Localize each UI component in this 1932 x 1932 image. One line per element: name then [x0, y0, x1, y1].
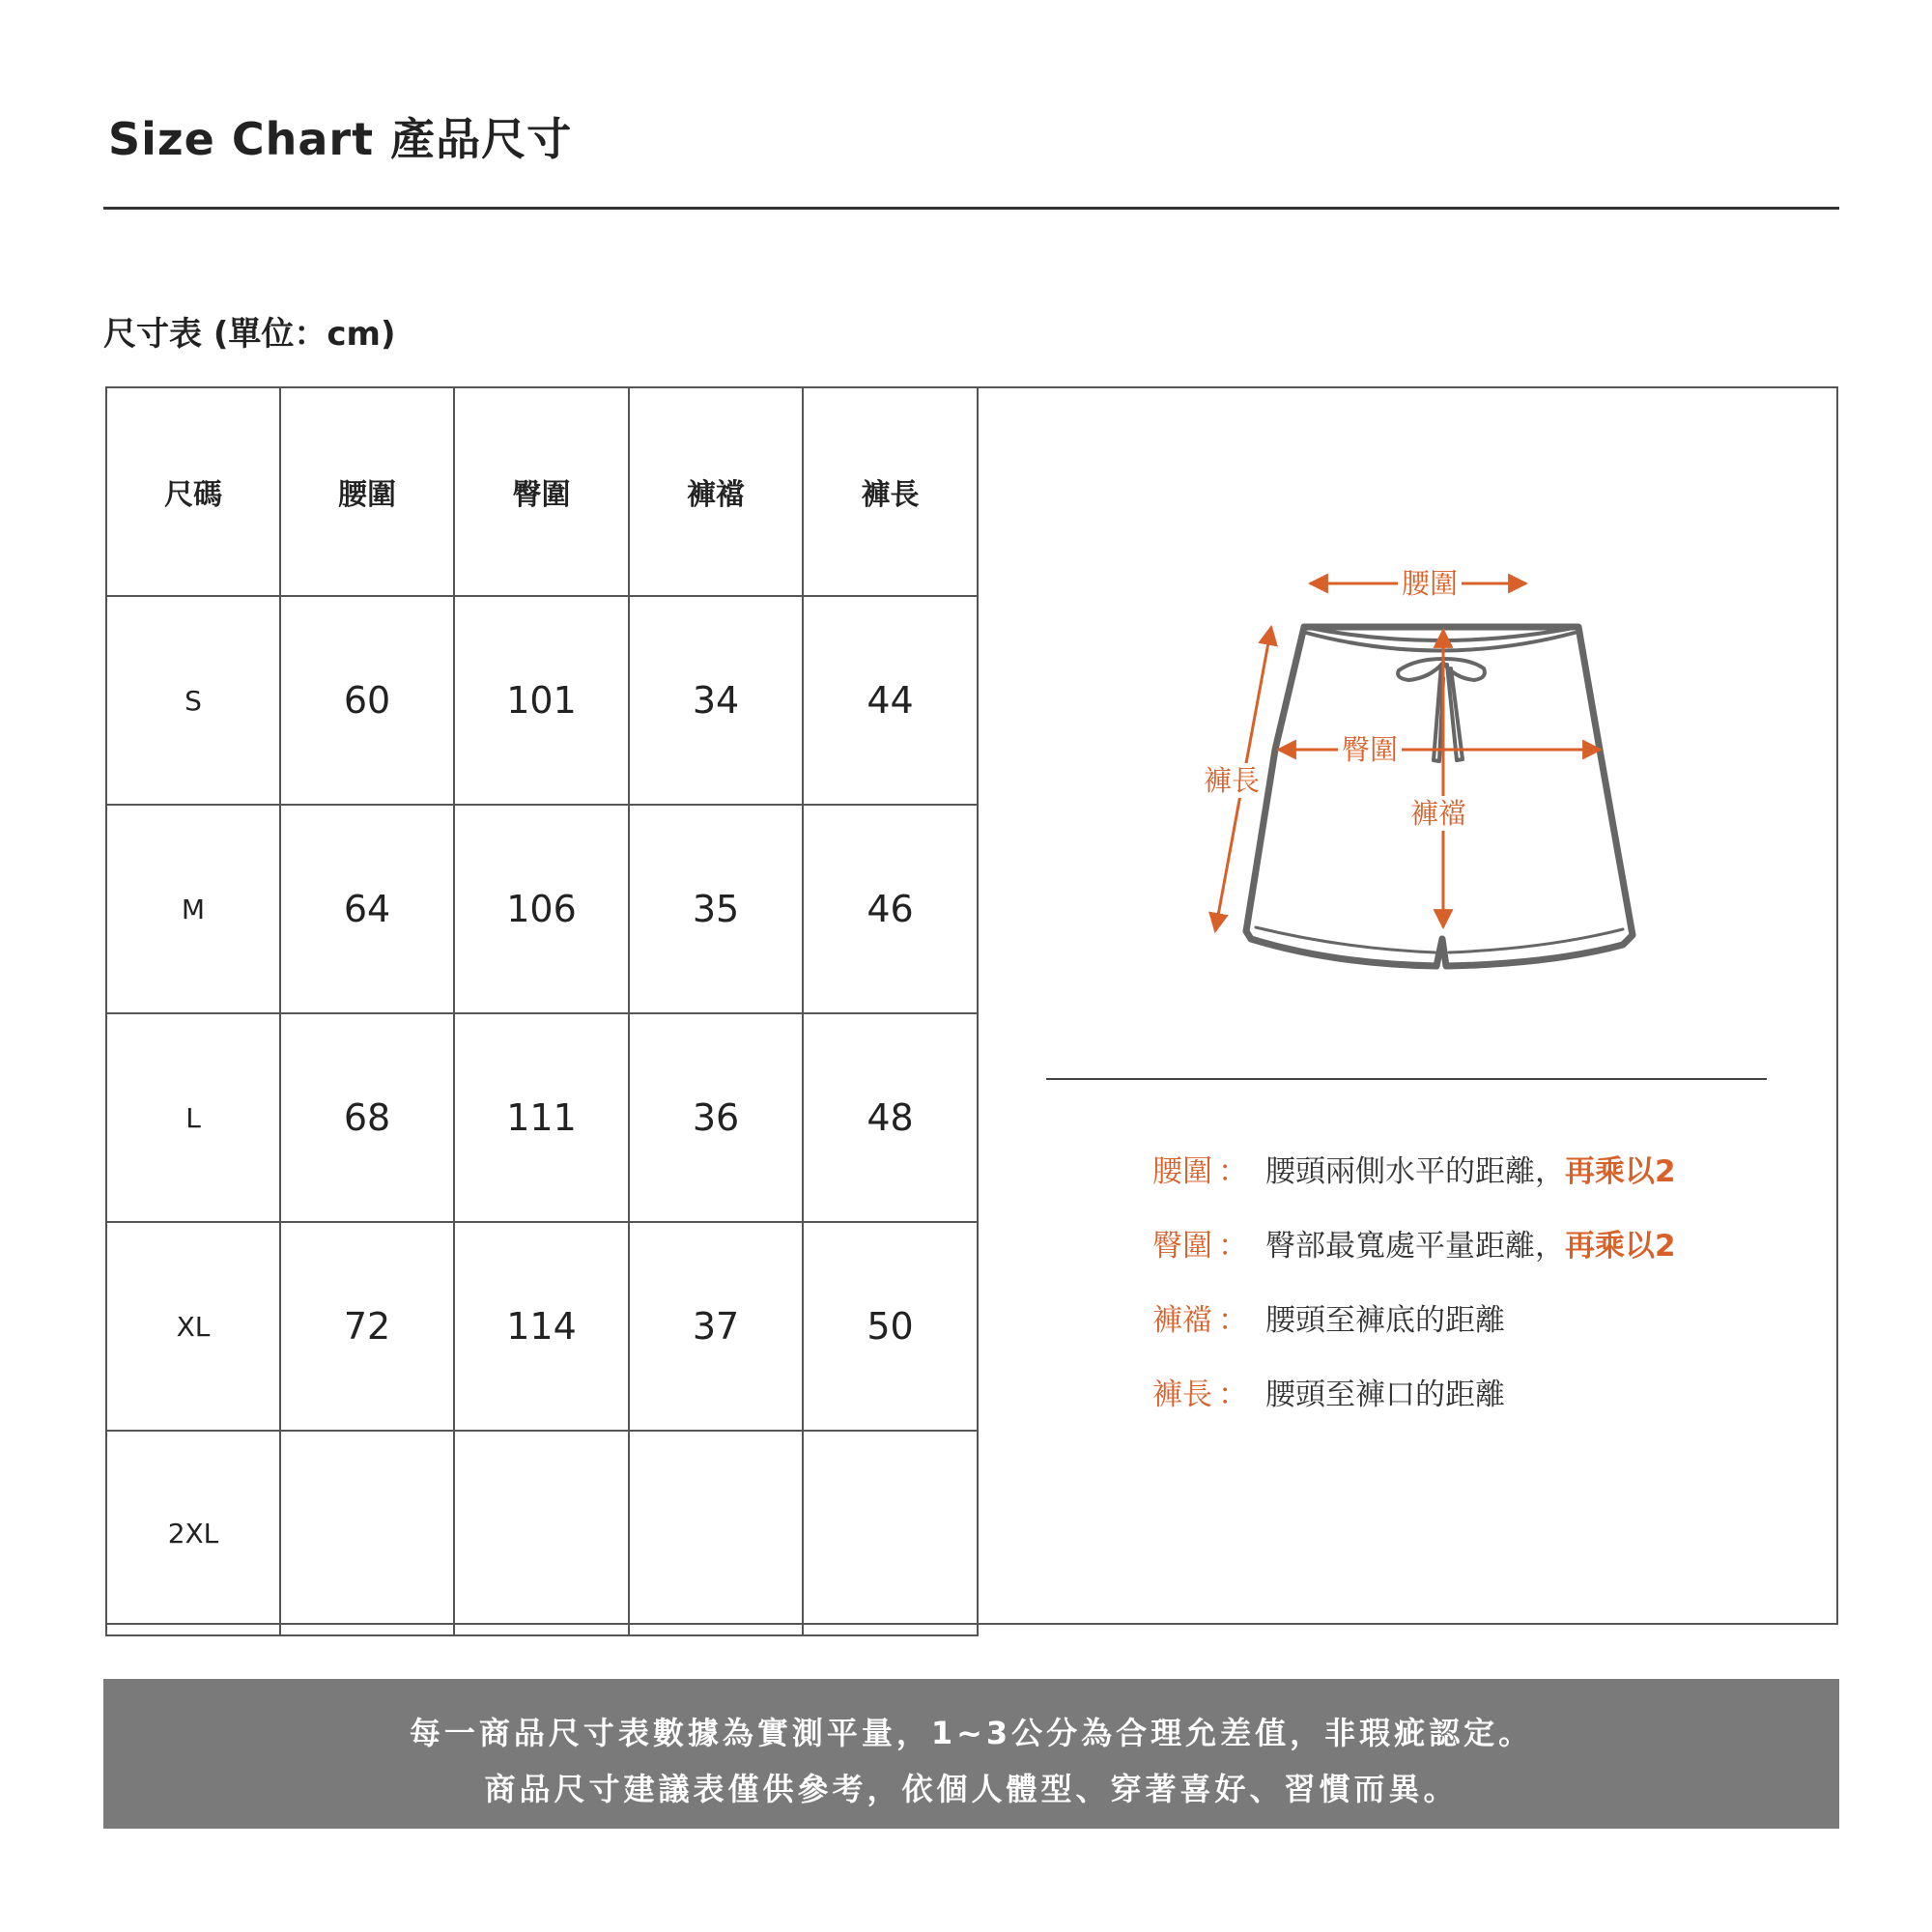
length-value: 48: [803, 1013, 978, 1222]
table-row: [106, 1431, 978, 1635]
table-row: [106, 596, 978, 805]
legend-colon: ：: [1218, 1229, 1248, 1264]
length-value: 44: [803, 596, 978, 805]
waist-value: [280, 1431, 454, 1635]
legend-colon: ：: [1218, 1378, 1248, 1412]
size-label: S: [106, 596, 280, 805]
header-waist: 腰圍: [280, 387, 454, 596]
legend-emphasis: 再乘以2: [1565, 1229, 1676, 1264]
legend-term: 褲長: [1152, 1378, 1212, 1412]
page-title: Size Chart 產品尺寸: [108, 113, 573, 165]
legend-desc: 腰頭至褲底的距離: [1265, 1303, 1505, 1338]
table-row: [106, 1013, 978, 1222]
length-value: 50: [803, 1222, 978, 1431]
measurement-legend: [1152, 1148, 1676, 1445]
legend-desc: 腰頭至褲口的距離: [1265, 1378, 1505, 1412]
legend-desc: 腰頭兩側水平的距離，: [1265, 1154, 1565, 1189]
legend-emphasis: 再乘以2: [1565, 1154, 1676, 1189]
legend-item-waist: [1152, 1148, 1676, 1222]
waist-value: 68: [280, 1013, 454, 1222]
length-value: 46: [803, 805, 978, 1013]
legend-item-rise: [1152, 1296, 1676, 1371]
header-hip: 臀圍: [454, 387, 629, 596]
waist-value: 64: [280, 805, 454, 1013]
table-row: [106, 805, 978, 1013]
hip-value: 101: [454, 596, 629, 805]
size-label: 2XL: [106, 1431, 280, 1635]
table-header-row: [106, 387, 978, 596]
title-divider: [103, 207, 1839, 210]
table-caption: 尺寸表 (單位：cm): [103, 315, 396, 354]
table-row: [106, 1222, 978, 1431]
length-value: [803, 1431, 978, 1635]
length-label: 褲長: [1200, 763, 1264, 798]
disclaimer-line-2: 商品尺寸建議表僅供參考，依個人體型、穿著喜好、習慣而異。: [484, 1771, 1459, 1807]
waist-value: 60: [280, 596, 454, 805]
hip-value: 114: [454, 1222, 629, 1431]
waist-label: 腰圍: [1398, 566, 1462, 601]
header-length: 褲長: [803, 387, 978, 596]
rise-value: 36: [629, 1013, 803, 1222]
hip-value: 106: [454, 805, 629, 1013]
rise-value: 37: [629, 1222, 803, 1431]
size-label: XL: [106, 1222, 280, 1431]
rise-value: 35: [629, 805, 803, 1013]
legend-term: 臀圍: [1152, 1229, 1212, 1264]
legend-term: 褲襠: [1152, 1303, 1212, 1338]
legend-colon: ：: [1218, 1154, 1248, 1189]
waist-value: 72: [280, 1222, 454, 1431]
legend-divider: [1046, 1078, 1767, 1080]
rise-value: [629, 1431, 803, 1635]
disclaimer-banner: [103, 1679, 1839, 1829]
hip-value: [454, 1431, 629, 1635]
header-rise: 褲襠: [629, 387, 803, 596]
rise-value: 34: [629, 596, 803, 805]
legend-desc: 臀部最寬處平量距離，: [1265, 1229, 1565, 1264]
size-label: M: [106, 805, 280, 1013]
legend-term: 腰圍: [1152, 1154, 1212, 1189]
legend-item-length: [1152, 1371, 1676, 1445]
rise-label: 褲襠: [1406, 796, 1470, 831]
legend-colon: ：: [1218, 1303, 1248, 1338]
legend-item-hip: [1152, 1222, 1676, 1296]
header-size: 尺碼: [106, 387, 280, 596]
size-label: L: [106, 1013, 280, 1222]
size-table: [105, 386, 979, 1636]
disclaimer-line-1: 每一商品尺寸表數據為實測平量，1~3公分為合理允差值，非瑕疵認定。: [409, 1715, 1534, 1751]
hip-value: 111: [454, 1013, 629, 1222]
hip-label: 臀圍: [1338, 732, 1402, 767]
